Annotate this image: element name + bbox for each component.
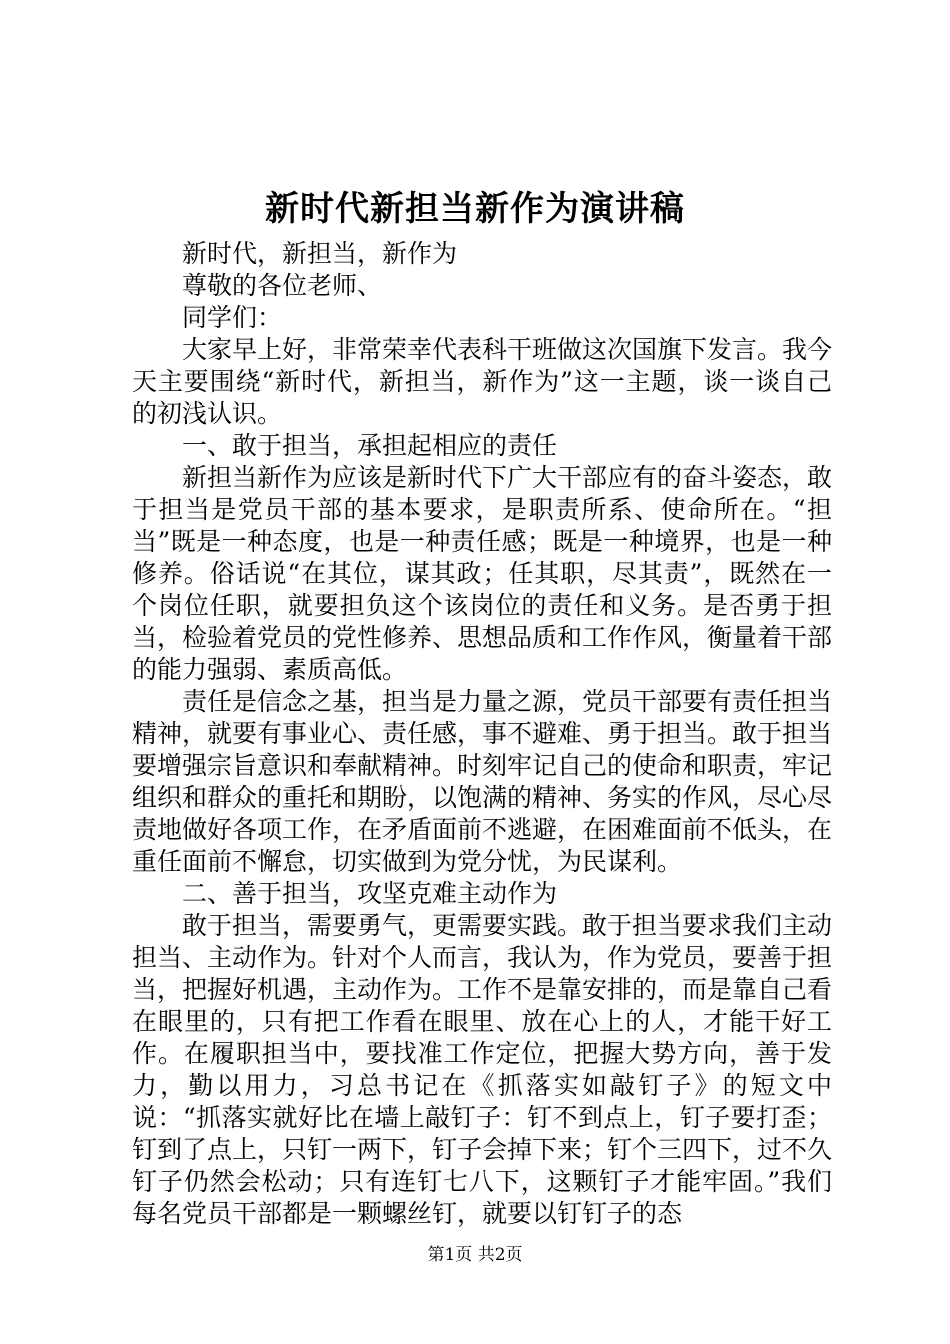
section-heading-2: 二、善于担当，攻坚克难主动作为 [182, 879, 558, 908]
page-number-current: 第1页 [427, 1245, 473, 1265]
document-body [132, 238, 832, 1230]
paragraph-section2-a: 敢于担当，需要勇气，更需要实践。敢于担当要求我们主动担当、主动作为。针对个人而言，我认为，作为党员，要善于担当，把握好机遇，主动作为。工作不是靠安排的，而是靠自己看在眼里的，只有把工作看在眼里、放在心上的人，才能干好工作。在履职担当中，要找准工作定位，把握大势方向，善于发力，勤以用力，习总书记在《抓落实如敲钉子》的短文中说：“抓落实就好比在墙上敲钉子：钉不到点上，钉子要打歪；钉到了点上，只钉一两下，钉子会掉下来；钉个三四下，过不久钉子仍然会松动；只有连钉七八下，这颗钉子才能牢固。”我们每名党员干部都是一颗螺丝钉，就要以钉钉子的态 [132, 911, 833, 1228]
page-number-total: 共2页 [477, 1245, 523, 1265]
document-title: 新时代新担当新作为演讲稿 [265, 189, 685, 229]
page-footer [0, 1244, 950, 1266]
paragraph-heading-line: 新时代，新担当，新作为 [182, 239, 458, 268]
paragraph-greeting: 大家早上好，非常荣幸代表科干班做这次国旗下发言。我今天主要围绕“新时代，新担当，新作为”这一主题，谈一谈自己的初浅认识。 [132, 335, 833, 428]
paragraph-section1-a: 新担当新作为应该是新时代下广大干部应有的奋斗姿态，敢于担当是党员干部的基本要求，是职责所系、使命所在。“担当”既是一种态度，也是一种责任感；既是一种境界，也是一种修养。俗话说“在其位，谋其政；任其职，尽其责”，既然在一个岗位任职，就要担负这个该岗位的责任和义务。是否勇于担当，检验着党员的党性修养、思想品质和工作作风，衡量着干部的能力强弱、素质高低。 [132, 463, 833, 684]
paragraph-salutation-1: 尊敬的各位老师、 [182, 271, 383, 300]
paragraph-section1-b: 责任是信念之基，担当是力量之源，党员干部要有责任担当精神，就要有事业心、责任感，事不避难、勇于担当。敢于担当要增强宗旨意识和奉献精神。时刻牢记自己的使命和职责，牢记组织和群众的重托和期盼，以饱满的精神、务实的作风，尽心尽责地做好各项工作，在矛盾面前不逃避，在困难面前不低头，在重任面前不懈怠，切实做到为党分忧，为民谋利。 [132, 687, 833, 876]
paragraph-salutation-2: 同学们： [182, 303, 283, 332]
section-heading-1: 一、敢于担当，承担起相应的责任 [182, 431, 558, 460]
